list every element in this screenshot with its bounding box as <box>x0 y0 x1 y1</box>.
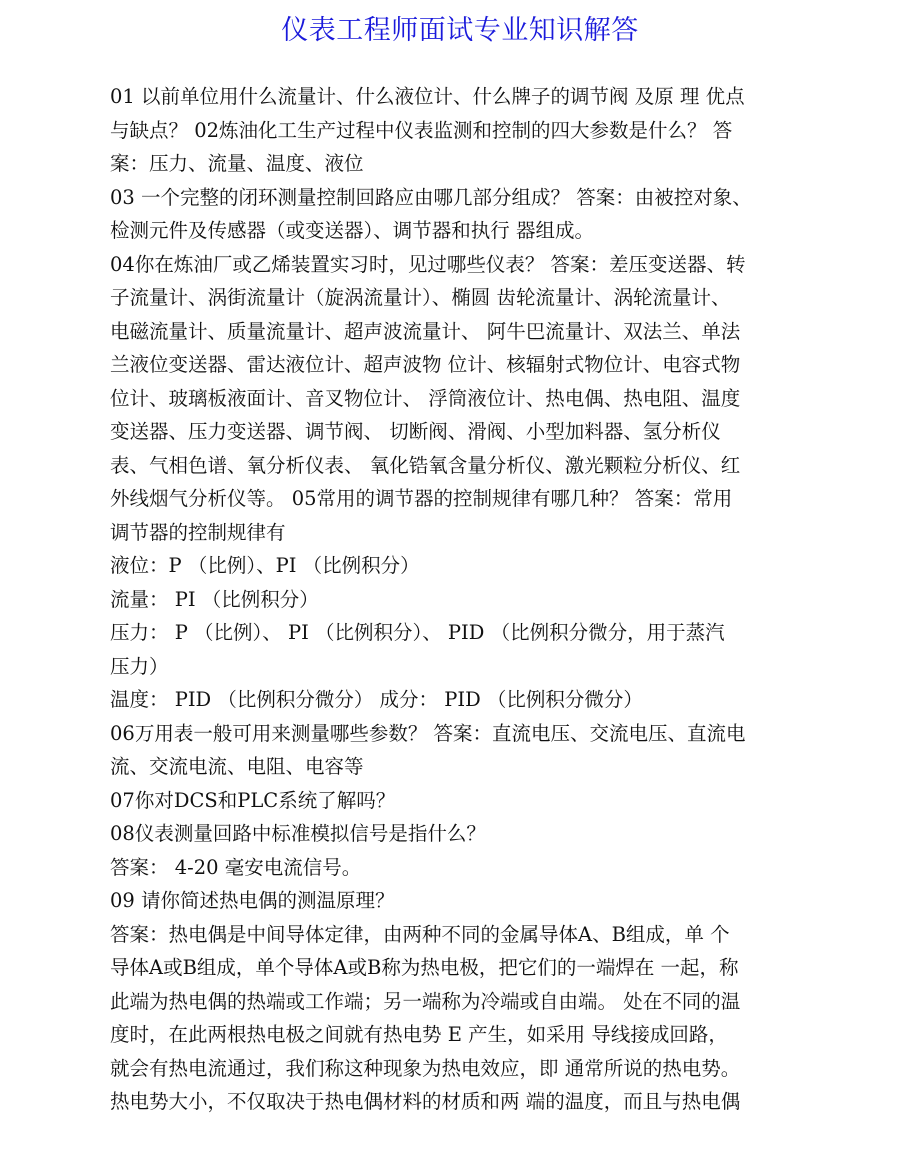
text-line: 压力： P （比例）、 PI （比例积分）、 PID （比例积分微分，用于蒸汽 <box>110 621 725 644</box>
text-line: 此端为热电偶的热端或工作端；另一端称为冷端或自由端。 处在不同的温 <box>110 989 741 1013</box>
text-line: 01 以前单位用什么流量计、什么液位计、什么牌子的调节阀 及原 理 优点 <box>110 85 745 108</box>
text-line: 热电势大小，不仅取决于热电偶材料的材质和两 端的温度，而且与热电偶 <box>110 1090 741 1113</box>
text-line: 流量： PI （比例积分） <box>110 587 319 611</box>
text-line: 06万用表一般可用来测量哪些参数？ 答案：直流电压、交流电压、直流电 <box>110 721 746 745</box>
text-line: 07你对DCS和PLC系统了解吗？ <box>110 788 396 812</box>
text-line: 子流量计、涡街流量计（旋涡流量计）、椭圆 齿轮流量计、涡轮流量计、 <box>110 286 731 309</box>
text-line: 流、交流电流、电阻、电容等 <box>110 755 364 778</box>
text-line: 答案：热电偶是中间导体定律，由两种不同的金属导体A、B组成，单 个 <box>110 922 730 946</box>
text-line: 调节器的控制规律有 <box>110 520 286 544</box>
text-line: 检测元件及传感器（或变送器）、调节器和执行 器组成。 <box>110 219 594 242</box>
text-line: 位计、玻璃板液面计、音叉物位计、 浮筒液位计、热电偶、热电阻、温度 <box>110 386 741 410</box>
text-line: 就会有热电流通过，我们称这种现象为热电效应，即 通常所说的热电势。 <box>110 1056 741 1080</box>
text-line: 09 请你简述热电偶的测温原理？ <box>110 889 395 912</box>
text-line: 度时，在此两根热电极之间就有热电势 E 产生，如采用 导线接成回路， <box>110 1023 728 1046</box>
text-line: 液位：P （比例）、PI （比例积分） <box>110 554 420 577</box>
text-line: 兰液位变送器、雷达液位计、超声波物 位计、核辐射式物位计、电容式物 <box>110 353 741 376</box>
text-line: 温度： PID （比例积分微分） 成分： PID （比例积分微分） <box>110 688 643 711</box>
page-title: 仪表工程师面试专业知识解答 <box>281 15 639 46</box>
text-line: 08仪表测量回路中标准模拟信号是指什么？ <box>110 822 486 845</box>
text-line: 案：压力、流量、温度、液位 <box>110 152 364 175</box>
text-line: 与缺点？ 02炼油化工生产过程中仪表监测和控制的四大参数是什么？ 答 <box>110 118 733 142</box>
text-line: 电磁流量计、质量流量计、超声波流量计、 阿牛巴流量计、双法兰、单法 <box>110 319 741 343</box>
text-line: 压力） <box>110 654 169 678</box>
text-line: 03 一个完整的闭环测量控制回路应由哪几部分组成？ 答案：由被控对象、 <box>110 185 752 209</box>
text-line: 答案： 4-20 毫安电流信号。 <box>110 855 362 879</box>
document-body <box>110 80 800 1119</box>
text-line: 外线烟气分析仪等。 05常用的调节器的控制规律有哪几种？ 答案：常用 <box>110 487 733 510</box>
text-line: 04你在炼油厂或乙烯装置实习时，见过哪些仪表？ 答案：差压变送器、转 <box>110 252 746 276</box>
text-line: 导体A或B组成，单个导体A或B称为热电极，把它们的一端焊在 一起，称 <box>110 956 739 979</box>
text-line: 变送器、压力变送器、调节阀、 切断阀、滑阀、小型加料器、氢分析仪 <box>110 420 721 443</box>
text-line: 表、气相色谱、氧分析仪表、 氧化锆氧含量分析仪、激光颗粒分析仪、红 <box>110 453 741 477</box>
